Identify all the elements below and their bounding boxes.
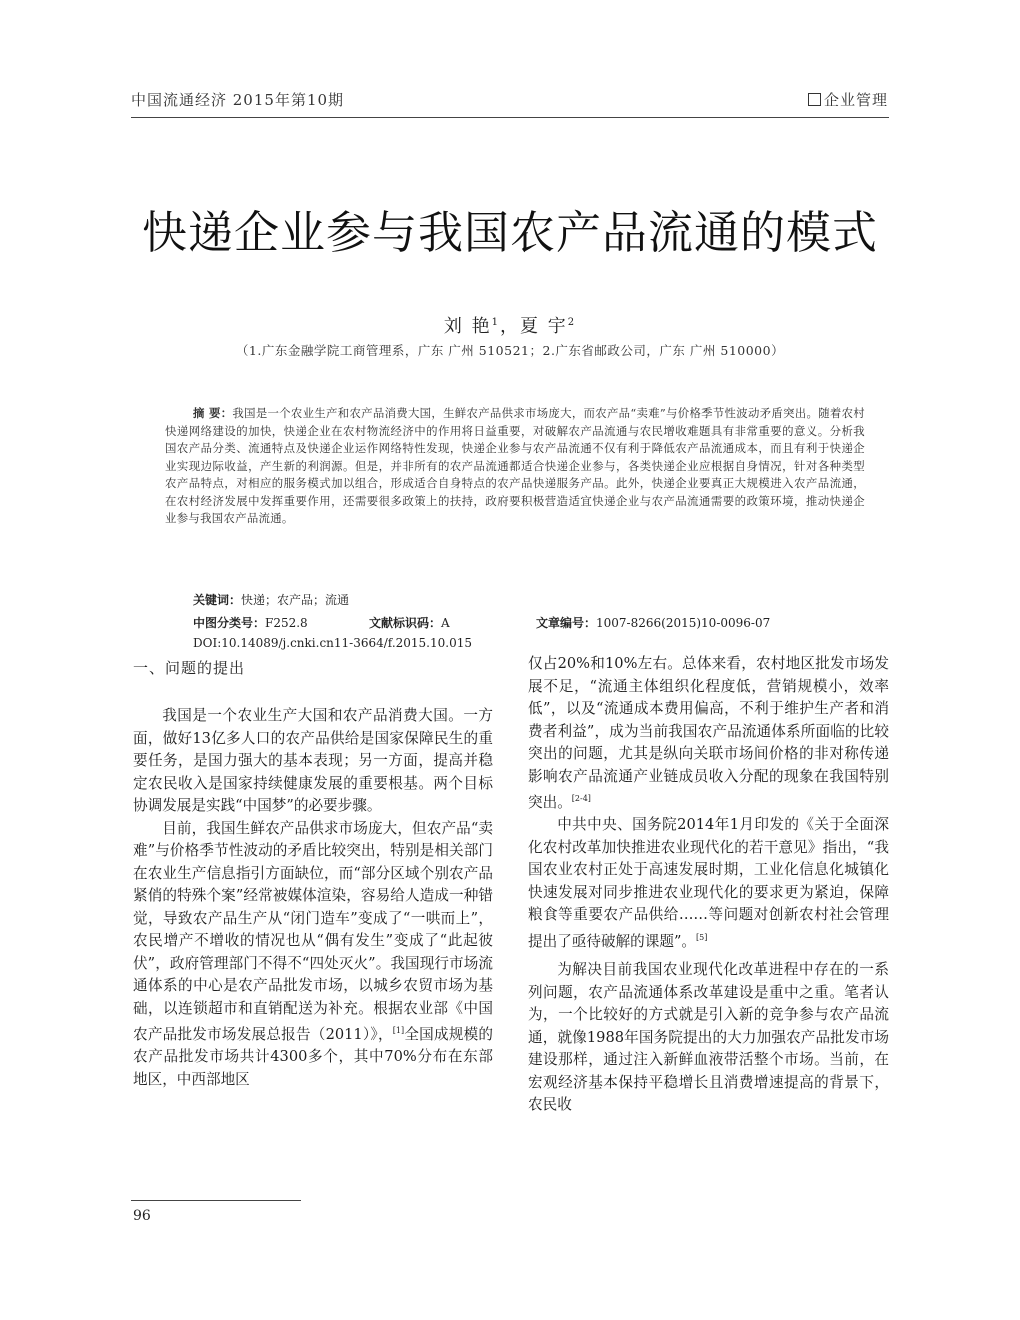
body-text: 全国成规模的农产品批发市场共计4300多个，其中70%分布在东部地区，中西部地区 — [133, 1025, 493, 1088]
clc-label: 中图分类号： — [193, 616, 266, 630]
body-text: 中共中央、国务院2014年1月印发的《关于全面深化农村改革加快推进农业现代化的若干意见》指出，“我国农业农村正处于高速发展时期，工业化信息化城镇化快速发展对同步推进农业现代化的要求更为紧迫，保障粮食等重要农产品供给……等问题对创新农村社会管理提出了亟待破解的课题”。 — [528, 816, 889, 950]
abstract-text: 我国是一个农业生产和农产品消费大国，生鲜农产品供求市场庞大，而农产品“卖难”与价格季节性波动矛盾突出。随着农村快递网络建设的加快，快递企业在农村物流经济中的作用将日益重要，对破解农产品流通与农民增收难题具有非常重要的意义。分析我国农产品分类、流通特点及快递企业运作网络特性发现，快递企业参与农产品流通不仅有利于降低农产品流通成本，而且有利于快递企业实现边际收益，产生新的利润源。但是，并非所有的农产品流通都适合快递企业参与，各类快递企业应根据自身情况，针对各种类型农产品特点，对相应的服务模式加以组合，形成适合自身特点的农产品快递服务产品。此外，快递企业要真正大规模进入农产品流通，在农村经济发展中发挥重要作用，还需要很多政策上的扶持，政府要积极营造适宜快递企业与农产品流通需要的政策环境，推动快递企业参与我国农产品流通。 — [165, 406, 866, 525]
section-label-text: 企业管理 — [823, 91, 888, 109]
keywords-value: 快递；农产品；流通 — [241, 593, 350, 607]
body-paragraph: 为解决目前我国农业现代化改革进程中存在的一系列问题，农产品流通体系改革建设是重中之重。笔者认为，一个比较好的方式就是引入新的竞争参与农产品流通，就像1988年国务院提出的大力加强农产品批发市场建设那样，通过注入新鲜血液带活整个市场。当前，在宏观经济基本保持平稳增长且消费增速提高的背景下，农民收 — [528, 961, 889, 1114]
article-title: 快递企业参与我国农产品流通的模式 — [141, 206, 878, 259]
citation-marker: [2-4] — [571, 794, 591, 803]
abstract — [165, 405, 865, 528]
author-line — [0, 312, 1020, 338]
author-name: 夏 宇 — [520, 316, 568, 337]
abstract-label: 摘 要： — [193, 406, 233, 420]
affiliations: （1.广东金融学院工商管理系，广东 广州 510521；2.广东省邮政公司，广东 广州 510000） — [235, 343, 785, 358]
author-name: 刘 艳 — [443, 316, 492, 337]
checkbox-square-icon — [808, 93, 821, 106]
doc-code-line — [369, 614, 450, 631]
page-number: 96 — [133, 1208, 151, 1224]
section-label-header — [808, 89, 888, 110]
clc-line — [193, 614, 308, 631]
keywords-line — [193, 591, 349, 608]
article-number-line — [536, 614, 770, 631]
section-heading: 一、问题的提出 — [133, 659, 246, 677]
body-paragraph — [528, 814, 889, 953]
citation-marker: [1] — [392, 1026, 405, 1035]
article-number-label: 文章编号： — [536, 616, 597, 630]
doi: DOI:10.14089/j.cnki.cn11-3664/f.2015.10.015 — [193, 636, 472, 650]
body-paragraph — [133, 818, 493, 1092]
right-column — [528, 653, 889, 1117]
journal-issue-header: 中国流通经济 2015年第10期 — [131, 91, 345, 109]
citation-marker: [5] — [696, 932, 708, 942]
footer-divider — [131, 1200, 301, 1201]
body-paragraph: 我国是一个农业生产大国和农产品消费大国。一方面，做好13亿多人口的农产品供给是国家保障民生的重要任务，是国力强大的基本表现；另一方面，提高并稳定农民收入是国家持续健康发展的重要根基。两个目标协调发展是实践“中国梦”的必要步骤。 — [133, 707, 493, 814]
body-text: 目前，我国生鲜农产品供求市场庞大，但农产品“卖难”与价格季节性波动的矛盾比较突出，特别是相关部门在农业生产信息指引方面缺位，而“部分区域个别农产品紧俏的特殊个案”经常被媒体渲染，容易给人造成一种错觉，导致农产品生产从“闭门造车”变成了“一哄而上”，农民增产不增收的情况也从“偶有发生”变成了“此起彼伏”，政府管理部门不得不“四处灭火”。我国现行市场流通体系的中心是农产品批发市场，以城乡农贸市场为基础，以连锁超市和直销配送为补充。根据农业部《中国农产品批发市场发展总报告（2011）》， — [133, 819, 493, 1043]
author-affiliation-marker: 2 — [567, 317, 577, 328]
author-separator: ， — [500, 316, 520, 337]
body-paragraph — [528, 653, 889, 814]
body-text: 仅占20%和10%左右。总体来看，农村地区批发市场发展不足，“流通主体组织化程度低，营销规模小，效率低”，以及“流通成本费用偏高，不利于维护生产者和消费者利益”，成为当前我国农产品流通体系所面临的比较突出的问题，尤其是纵向关联市场间价格的非对称传递影响农产品流通产业链成员收入分配的现象在我国特别突出。 — [528, 655, 889, 811]
keywords-label: 关键词： — [193, 593, 242, 607]
doc-code-label: 文献标识码： — [369, 616, 442, 630]
author-affiliation-marker: 1 — [491, 317, 500, 328]
doc-code-value: A — [441, 616, 450, 630]
header-divider — [131, 117, 889, 118]
clc-value: F252.8 — [265, 616, 308, 630]
article-number-value: 1007-8266(2015)10-0096-07 — [596, 616, 771, 630]
left-column — [133, 705, 493, 1091]
